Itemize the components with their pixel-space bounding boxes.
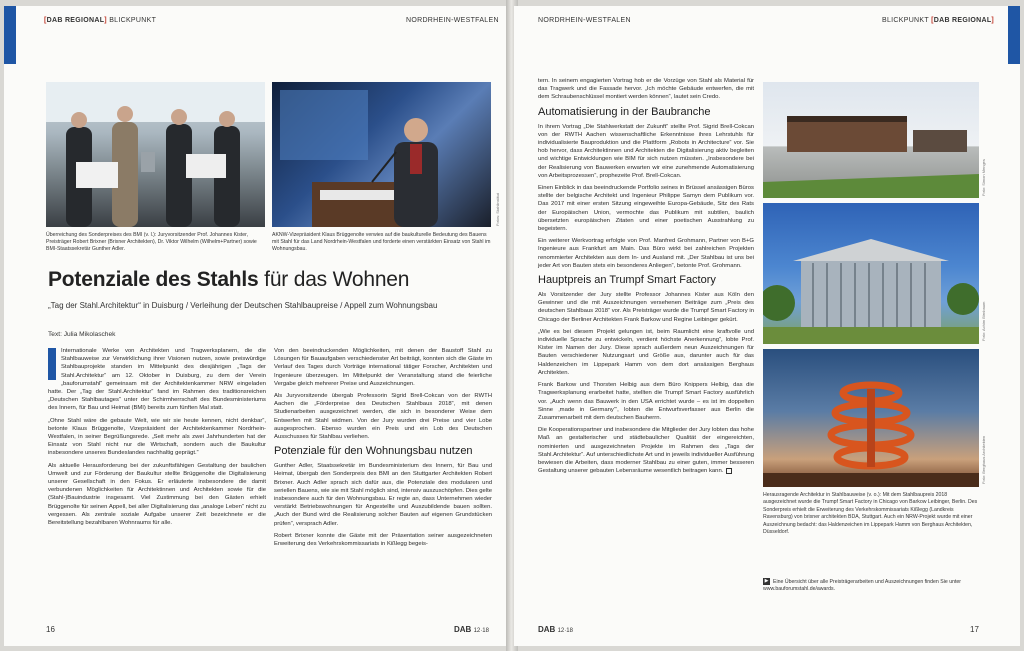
photos-caption: Herausragende Architektur in Stahlbauweise (v. o.): Mit dem Stahlbaupreis 2018 ausgezeichnet wurde die Trumpf Smart Factory in Chicago von Barkow Leibinger, Berlin. Des Sonderpreis erhielt die Erweiterung des Verkehrskommissariats Kißlegg (Landkreis Ravensburg) von brixner architekten BDA, Stuttgart. Auch ein NRW-Projekt wurde mit einer Auszeichnung bedacht: das Haldenzeichen im Lippepark Hamm von Berghaus Architekten, Düsseldorf. xyxy=(763,492,978,536)
running-head-left: [DAB REGIONAL] BLICKPUNKT xyxy=(44,17,157,24)
photo-credit-2: Foto: Achim Birnbaum xyxy=(981,301,986,341)
right-page xyxy=(514,6,1020,646)
photo-credit-3: Foto: Berghaus Architekten xyxy=(981,435,986,484)
page-number-right: 17 xyxy=(970,625,979,634)
left-page xyxy=(4,6,510,646)
arrow-right-icon: ▶ xyxy=(764,578,769,584)
awards-link-note: ▶ Eine Übersicht über alle Preisträgerarbeiten und Auszeichnungen finden Sie unter www.bauforumstahl.de/awards. xyxy=(763,578,962,593)
award-ceremony-photo xyxy=(46,82,265,227)
article-column-1: Internationale Werke von Architekten und Tragwerksplanern, die die Stahlbauweise zur Verwirklichung ihrer Visionen nutzen, sowie preiswürdige Stahlbauprojekte standen im Mittelpunkt des diesjährigen „Tags der Stahl.Architektur“ am 12. Oktober in Duisburg, zu dem der Verein „bauforumstahl“ gemeinsam mit der Architektenkammer NRW eingeladen hatte. Der „Tag der Stahl.Architektur“ fand im Rahmen des traditionsreichen „Deutschen Stahlbautages“ unter der Schirmherrschaft des Bundesministeriums des Innern, für Bau und Heimat (BMI) bereits zum fünften Mal statt. „Ohne Stahl wäre die gebaute Welt, wie wir sie heute kennen, nicht denkbar“, betonte Klaus Brüggenolte, Vizepräsident der Architektenkammer Nordrhein-Westfalen, in seiner Begrüßungsrede. „Seit mehr als zwei Jahrhunderten hat der Einsatz von Stahl nicht nur die Wirtschaft, sondern auch die Baukultur insbesondere unseres Bundeslandes nachhaltig geprägt.“ Als aktuelle Herausforderung bei der zukunftsfähigen Gestaltung der baulichen Umwelt und zur Förderung der Baukultur stellte Brüggenolte die Digitalisierung unserer Gesellschaft in den Fokus. Er erläuterte insbesondere die damit verbundenen Möglichkeiten für Architektinnen und Architekten sowie für die (Stahl-)Bauindustrie insgesamt. Viel Zustimmung bei den Gästen erhielt Brüggenolte für seinen Appell, bei aller Digitalisierung das „analoge Leben“ nicht zu vergessen. Als zentrale soziale Aufgabe unserer Zeit bezeichnete er die Bereitstellung bezahlbaren Wohnraums für alle. xyxy=(48,348,266,527)
end-of-article-mark xyxy=(726,468,732,474)
running-head-region: NORDRHEIN-WESTFALEN xyxy=(406,17,499,24)
photo2-caption: AKNW-Vizepräsident Klaus Brüggenolte verwies auf die baukulturelle Bedeutung des Bauens mit Stahl für das Land Nordrhein-Westfalen und forderte einen verstärkten Einsatz von Stahl im Wohnungsbau. xyxy=(272,232,491,253)
speaker-photo xyxy=(272,82,491,227)
drop-cap-bar xyxy=(48,348,56,380)
trumpf-factory-photo xyxy=(763,82,979,198)
running-head-region: NORDRHEIN-WESTFALEN xyxy=(538,17,631,24)
photo1-caption: Überreichung des Sonderpreises des BMI (v. l.): Juryvorsitzender Prof. Johannes Kister, Preisträger Robert Brixner (Brixner Architekten), Dr. Viktor Wilhelm (Wilhelm+Partner) sowie BMI-Staatssekretär Gunther Adler. xyxy=(46,232,257,253)
article-headline: Potenziale des Stahls für das Wohnen xyxy=(48,268,410,291)
page-number-left: 16 xyxy=(46,625,55,634)
section-color-tab xyxy=(4,6,16,64)
section-color-tab xyxy=(1008,6,1020,64)
footer-issue-right: DAB 12·18 xyxy=(538,625,573,634)
footer-issue-left: DAB 12·18 xyxy=(454,625,489,634)
subheading-hauptpreis: Hauptpreis an Trumpf Smart Factory xyxy=(538,274,716,287)
haldenzeichen-photo xyxy=(763,349,979,487)
subheading-wohnungsbau: Potenziale für den Wohnungsbau nutzen xyxy=(274,445,473,458)
article-column-3: tern. In seinem engagierten Vortrag hob er die Vorzüge von Stahl als Material für das Tragwerk und die Fassade hervor. „Ich möchte Gebäude entwerfen, die mit dem Schraubenschlüssel montiert werden können“, lautet sein Credo. Automatisierung in der Baubranche In ihrem Vortrag „Die Stahlwerkstatt der Zukunft“ stellte Prof. Sigrid Brell-Cokcan von der RWTH Aachen wissenschaftliche Erkenntnisse ihres Lehrstuhls für individualisierte Bauproduktion und die Plattform „Robots in Architecture“ vor. Sie hob hervor, dass Architektinnen und Architekten die Digitalisierung aktiv begleiten und wichtige Entwicklungen wie BIM für sich nutzen müssten. „Insbesondere bei der Realisierung von Bauwerken erwarten wir eine zunehmende Automatisierung von Arbeitsprozessen“, prophezeite Prof. Brell-Cokcan. Einen Einblick in das beeindruckende Portfolio seines in Brüssel ansässigen Büros stellte der belgische Architekt und Ingenieur Philippe Samyn dem Publikum vor. Das 2017 mit einer ersten Sitzung eingeweihte Europa-Gebäude, Sitz des Rats der Europäischen Union, vermochte das Publikum mit subtilen, baulich übersetzten europäischen Zitaten und einer poetischen Ausstrahlung zu begeistern. Ein weiterer Werkvortrag erfolgte von Prof. Manfred Grohmann, Partner von B+G Ingenieure aus Frankfurt am Main. Das Büro wirkt bei zahlreichen Projekten renommierter Architekten aus dem In- und Ausland mit. „Der Stahlbau ist uns bei jeder Art von Bauten stets ein besonderes Anliegen“, betonte Prof. Grohmann. Hauptpreis an Trumpf Smart Factory Als Vorsitzender der Jury stellte Professor Johannes Kister aus Köln den Gewinner und die mit Auszeichnungen versehenen Beiträge zum „Preis des deutschen Stahlbaus 2018“ vor. Als Preisträger wurde die Trumpf Smart Factory in Chicago der Berliner Architekten Frank Barkow und Regine Leibinger gekürt. „Wie es bei diesem Projekt gelungen ist, beim Raumlicht eine kraftvolle und individuelle Sprache zu entwickeln, verdient höchste Anerkennung“, lobte Prof. Kister im Namen der Jury. Diese sprach außerdem neun Auszeichnungen für Bauten verschiedener Nutzungsart und Größe aus, darunter auch für das Haldenzeichen im Lippepark Hamm von dem dort ansässigen Berghaus Architekten. Frank Barkow und Thorsten Helbig aus dem Büro Knippers Helbig, das die Tragwerksplanung erarbeitet hatte, stellten die Trumpf Smart Factory ausführlich vor. „Auch wenn das Bauwerk in den USA errichtet wurde – es ist im doppelten Sinne ‚made in Germany‘“, lobten die Entwurfsverfasser aus Berlin die Zusammenarbeit mit dem deutschen Bauherrn. Die Kooperationspartner und insbesondere die Mitglieder der Jury lobten das hohe Maß an gestalterischer und städtebaulicher Qualität der eingereichten, nominierten und ausgezeichneten Projekte im Rahmen des „Tags der Stahl.Architektur“. Auf unterschiedlichste Art und in jeweils individueller Ausführung bewiesen die Arbeiten, dass moderner Stahlbau zu einer guten, immer besseren Gestaltung unserer gebauten Lebensräume wesentlich beitragen kann. xyxy=(538,78,754,475)
photo-credit-1: Foto: Simon Menges xyxy=(981,159,986,196)
kisslegg-police-photo xyxy=(763,203,979,344)
article-deck: „Tag der Stahl.Architektur“ in Duisburg / Verleihung der Deutschen Stahlbaupreise / Appell zum Wohnungsbau xyxy=(48,301,438,310)
photo-credit: Fotos: Stahlinstitut xyxy=(495,193,500,226)
subheading-automatisierung: Automatisierung in der Baubranche xyxy=(538,105,711,118)
article-column-2: Von den beeindruckenden Möglichkeiten, mit denen der Baustoff Stahl zu Lösungen für Bauaufgaben verschiedenster Art beiträgt, konnten sich die Gäste im Verlauf des Tages durch Vorträge international tätiger Forscher, Architekten und Ingenieure überzeugen. Im Mittelpunkt der Veranstaltung stand die feierliche Vergabe gleich mehrerer Preise und Auszeichnungen. Als Juryvorsitzende übergab Professorin Sigrid Brell-Cokcan von der RWTH Aachen die „Förderpreise des Deutschen Stahlbaus 2018“, mit denen Studienarbeiten ausgezeichnet werden, die sich in besonderer Weise dem Entwerfen mit Stahl widmen. Von der Jury wurden drei Preise und vier Lobe ausgesprochen. Ebenso wurden ein Preis und ein Lob des Deutschen Ausschusses für Stahlbau verliehen. Potenziale für den Wohnungsbau nutzen Gunther Adler, Staatssekretär im Bundesministerium des Innern, für Bau und Heimat, übergab den Sonderpreis des BMI an den Stuttgarter Architekten Robert Brixner. Auch Adler sprach sich dafür aus, die Potenziale des modularen und seriellen Bauens, wie sie mit Stahl möglich sind, intensiv auszuschöpfen. Dies gelte insbesondere auch für den Wohnungsbau. Er regte an, dass Unternehmen wieder verstärkt Betriebswohnungen für Angestellte und Auszubildende bauen sollten. „Auch der Bund wird die Realisierung solcher Bauten auf eigenen Grundstücken prüfen“, versprach Adler. Robert Brixner konnte die Gäste mit der Präsentation seiner ausgezeichneten Erweiterung des Verkehrskommissariats in Kißlegg begeis- xyxy=(274,348,492,548)
article-author: Text: Julia Mikolaschek xyxy=(48,331,116,338)
running-head-right: BLICKPUNKT [DAB REGIONAL] xyxy=(882,17,995,24)
